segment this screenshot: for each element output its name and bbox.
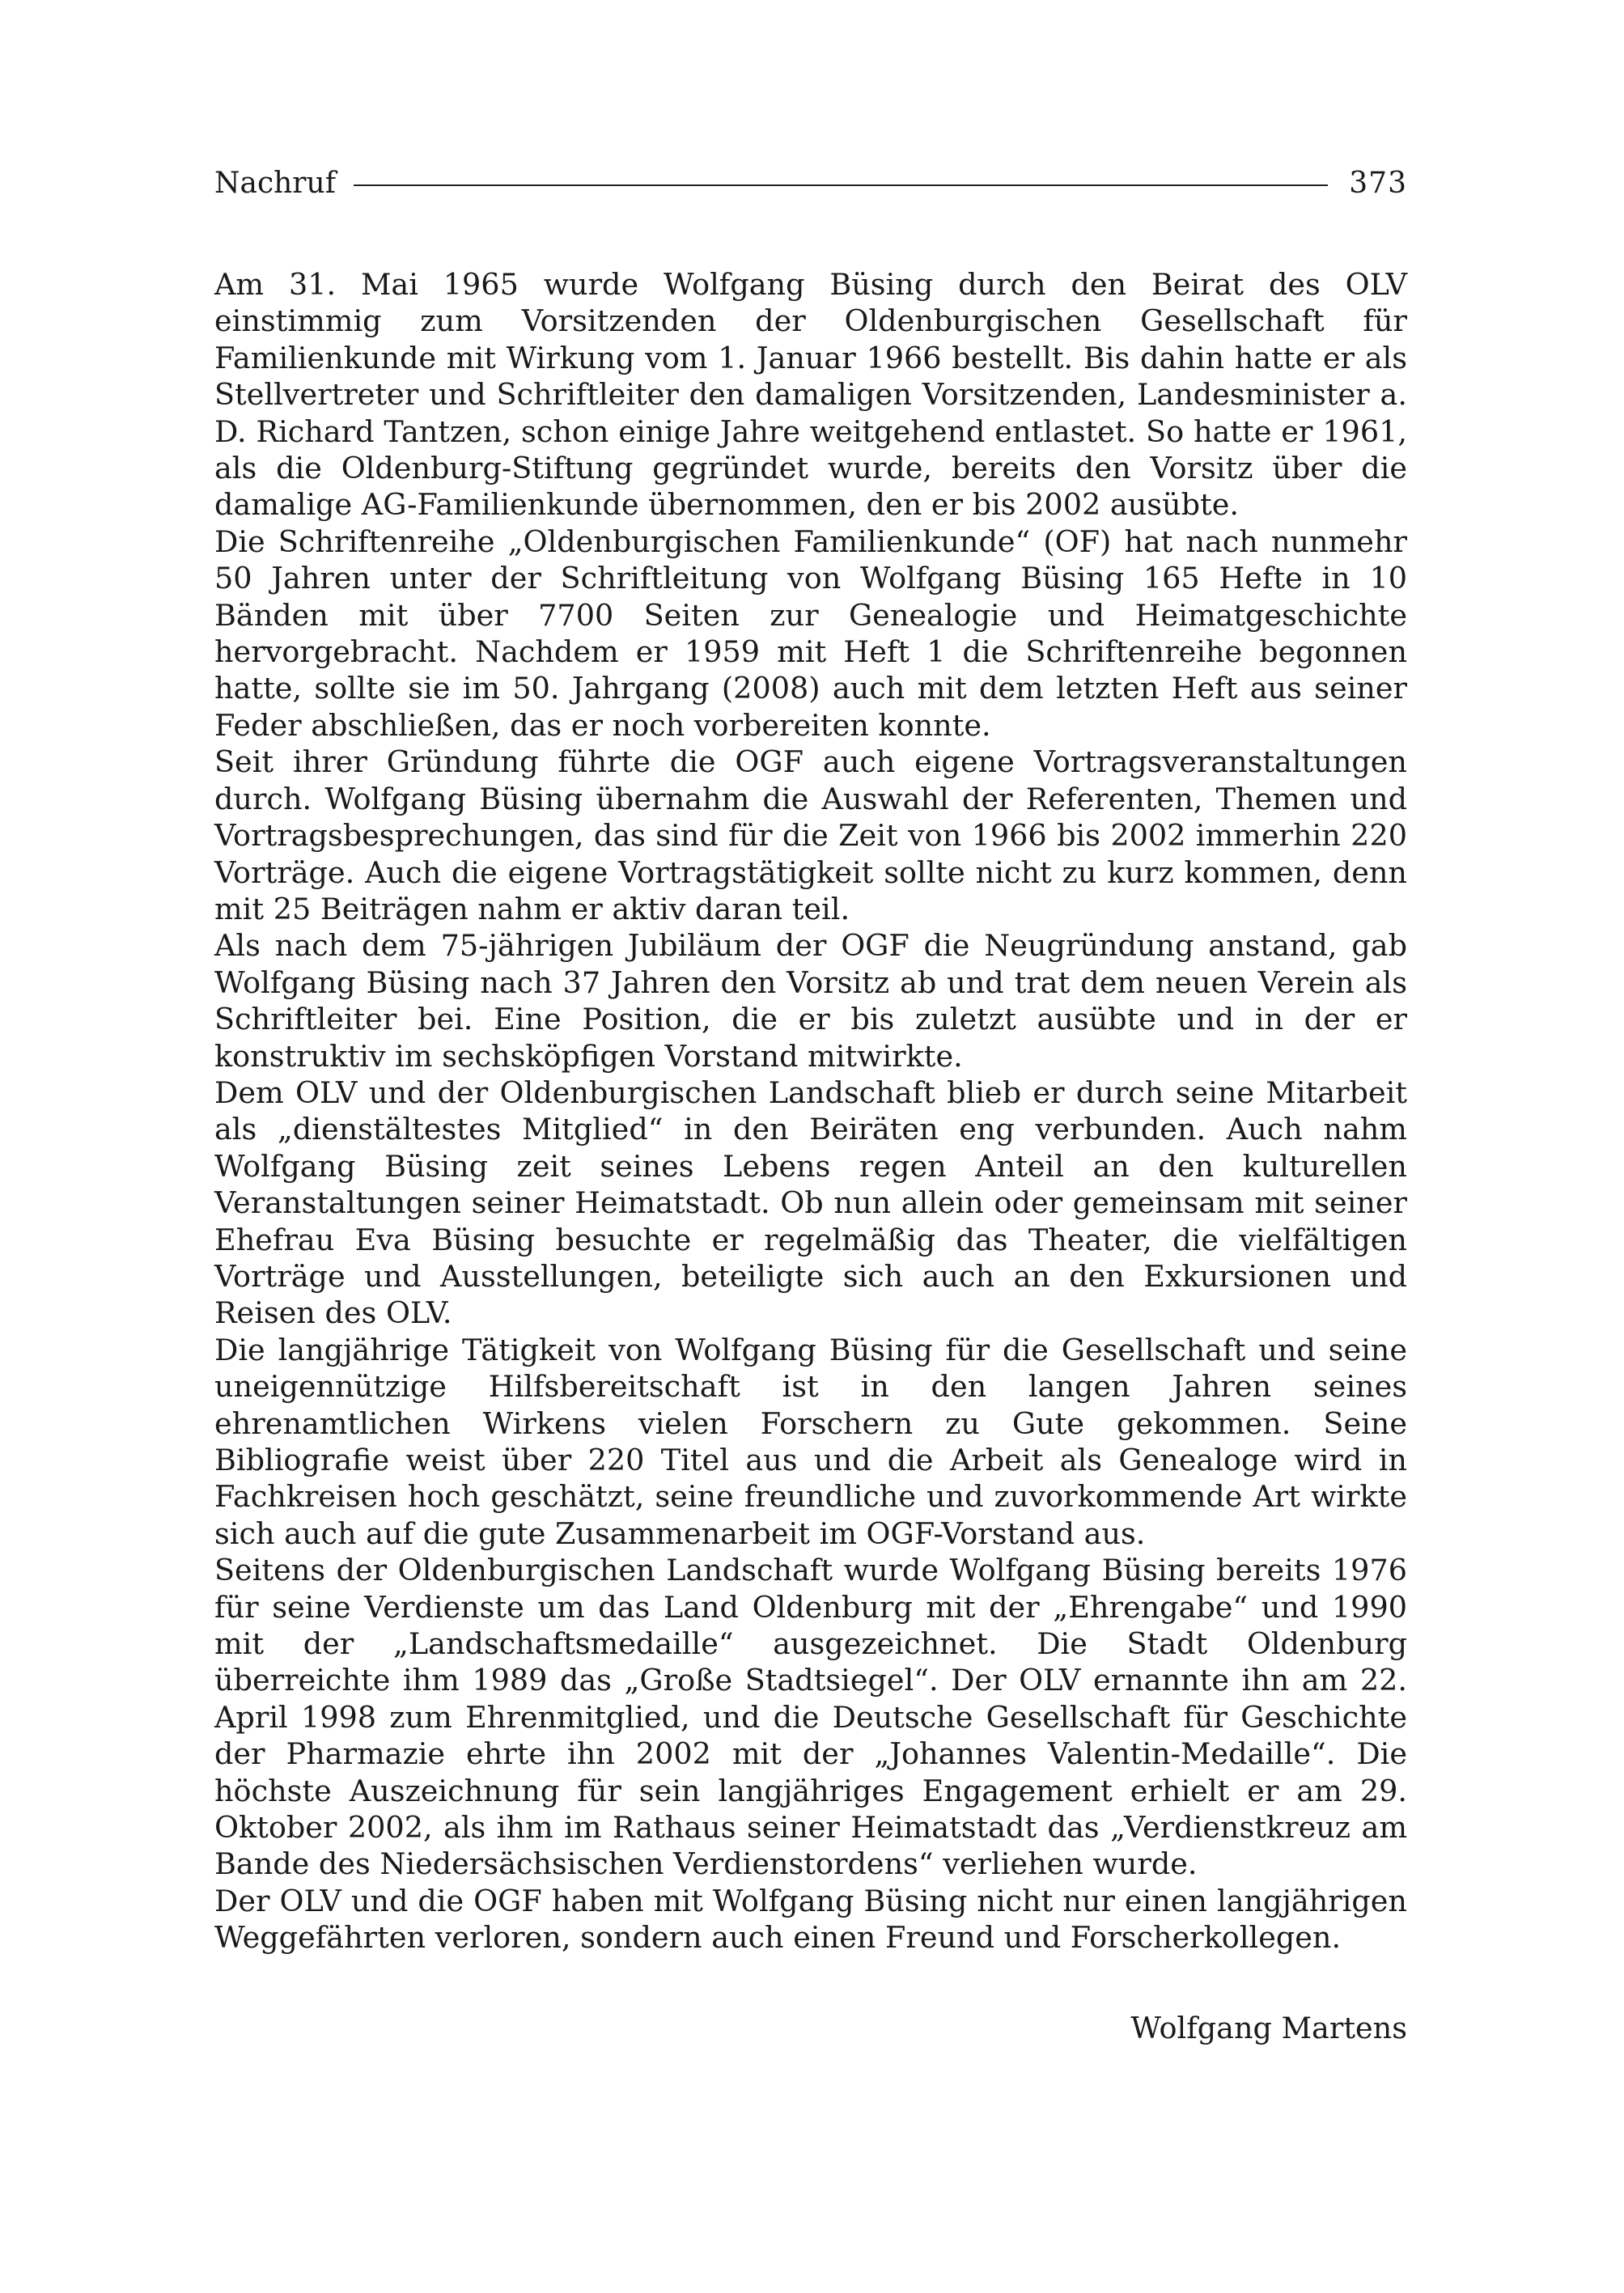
paragraph: Am 31. Mai 1965 wurde Wolfgang Büsing durch den Beirat des OLV einstimmig zum Vorsitzenden der Oldenburgischen Gesellschaft für Familienkunde mit Wirkung vom 1. Januar 1966 bestellt. Bis dahin hatte er als Stellvertreter und Schriftleiter den damaligen Vorsitzenden, Landesminister a. D. Richard Tantzen, schon einige Jahre weitgehend entlastet. So hatte er 1961, als die Oldenburg-Stiftung gegründet wurde, bereits den Vorsitz über die damalige AG-Familienkunde übernommen, den er bis 2002 ausübte.: [214, 267, 1407, 523]
paragraph: Seit ihrer Gründung führte die OGF auch eigene Vortragsveranstaltungen durch. Wolfgang Büsing übernahm die Auswahl der Referenten, Themen und Vortragsbesprechungen, das sind für die Zeit von 1966 bis 2002 immerhin 220 Vorträge. Auch die eigene Vortragstätigkeit sollte nicht zu kurz kommen, denn mit 25 Beiträgen nahm er aktiv daran teil.: [214, 744, 1407, 926]
document-page: [214, 162, 1407, 2047]
header-rule: [354, 184, 1328, 186]
paragraph: Der OLV und die OGF haben mit Wolfgang Büsing nicht nur einen langjährigen Weggefährten verloren, sondern auch einen Freund und Forscherkollegen.: [214, 1883, 1407, 1956]
paragraph: Seitens der Oldenburgischen Landschaft wurde Wolfgang Büsing bereits 1976 für seine Verdienste um das Land Oldenburg mit der „Ehrengabe“ und 1990 mit der „Landschaftsmedaille“ ausgezeichnet. Die Stadt Oldenburg überreichte ihm 1989 das „Große Stadtsiegel“. Der OLV ernannte ihn am 22. April 1998 zum Ehrenmitglied, und die Deutsche Gesellschaft für Geschichte der Pharmazie ehrte ihn 2002 mit der „Johannes Valentin-Medaille“. Die höchste Auszeichnung für sein langjähriges Engagement erhielt er am 29. Oktober 2002, als ihm im Rathaus seiner Heimatstadt das „Verdienstkreuz am Bande des Niedersächsischen Verdienstordens“ verliehen wurde.: [214, 1553, 1407, 1882]
running-header: [214, 162, 1407, 206]
paragraph: Als nach dem 75-jährigen Jubiläum der OGF die Neugründung anstand, gab Wolfgang Büsing nach 37 Jahren den Vorsitz ab und trat dem neuen Verein als Schriftleiter bei. Eine Position, die er bis zuletzt ausübte und in der er konstruktiv im sechsköpfigen Vorstand mitwirkte.: [214, 928, 1407, 1074]
paragraph: Die Schriftenreihe „Oldenburgischen Familienkunde“ (OF) hat nach nunmehr 50 Jahren unter der Schriftleitung von Wolfgang Büsing 165 Hefte in 10 Bänden mit über 7700 Seiten zur Genealogie und Heimatgeschichte hervorgebracht. Nachdem er 1959 mit Heft 1 die Schriftenreihe begonnen hatte, sollte sie im 50. Jahrgang (2008) auch mit dem letzten Heft aus seiner Feder abschließen, das er noch vorbereiten konnte.: [214, 523, 1407, 743]
author-signature: Wolfgang Martens: [1130, 2010, 1407, 2045]
section-title: Nachruf: [214, 167, 337, 200]
article-body: [214, 266, 1407, 1956]
paragraph: Dem OLV und der Oldenburgischen Landschaft blieb er durch seine Mitarbeit als „dienstältestes Mitglied“ in den Beiräten eng verbunden. Auch nahm Wolfgang Büsing zeit seines Lebens regen Anteil an den kulturellen Veranstaltungen seiner Heimatstadt. Ob nun allein oder gemeinsam mit seiner Ehefrau Eva Büsing besuchte er regelmäßig das Theater, die vielfältigen Vorträge und Ausstellungen, beteiligte sich auch an den Exkursionen und Reisen des OLV.: [214, 1074, 1407, 1331]
paragraph: Die langjährige Tätigkeit von Wolfgang Büsing für die Gesellschaft und seine uneigennützige Hilfsbereitschaft ist in den langen Jahren seines ehrenamtlichen Wirkens vielen Forschern zu Gute gekommen. Seine Bibliografie weist über 220 Titel aus und die Arbeit als Genealoge wird in Fachkreisen hoch geschätzt, seine freundliche und zuvorkommende Art wirkte sich auch auf die gute Zusammenarbeit im OGF-Vorstand aus.: [214, 1332, 1407, 1551]
page-number: 373: [1349, 167, 1407, 200]
